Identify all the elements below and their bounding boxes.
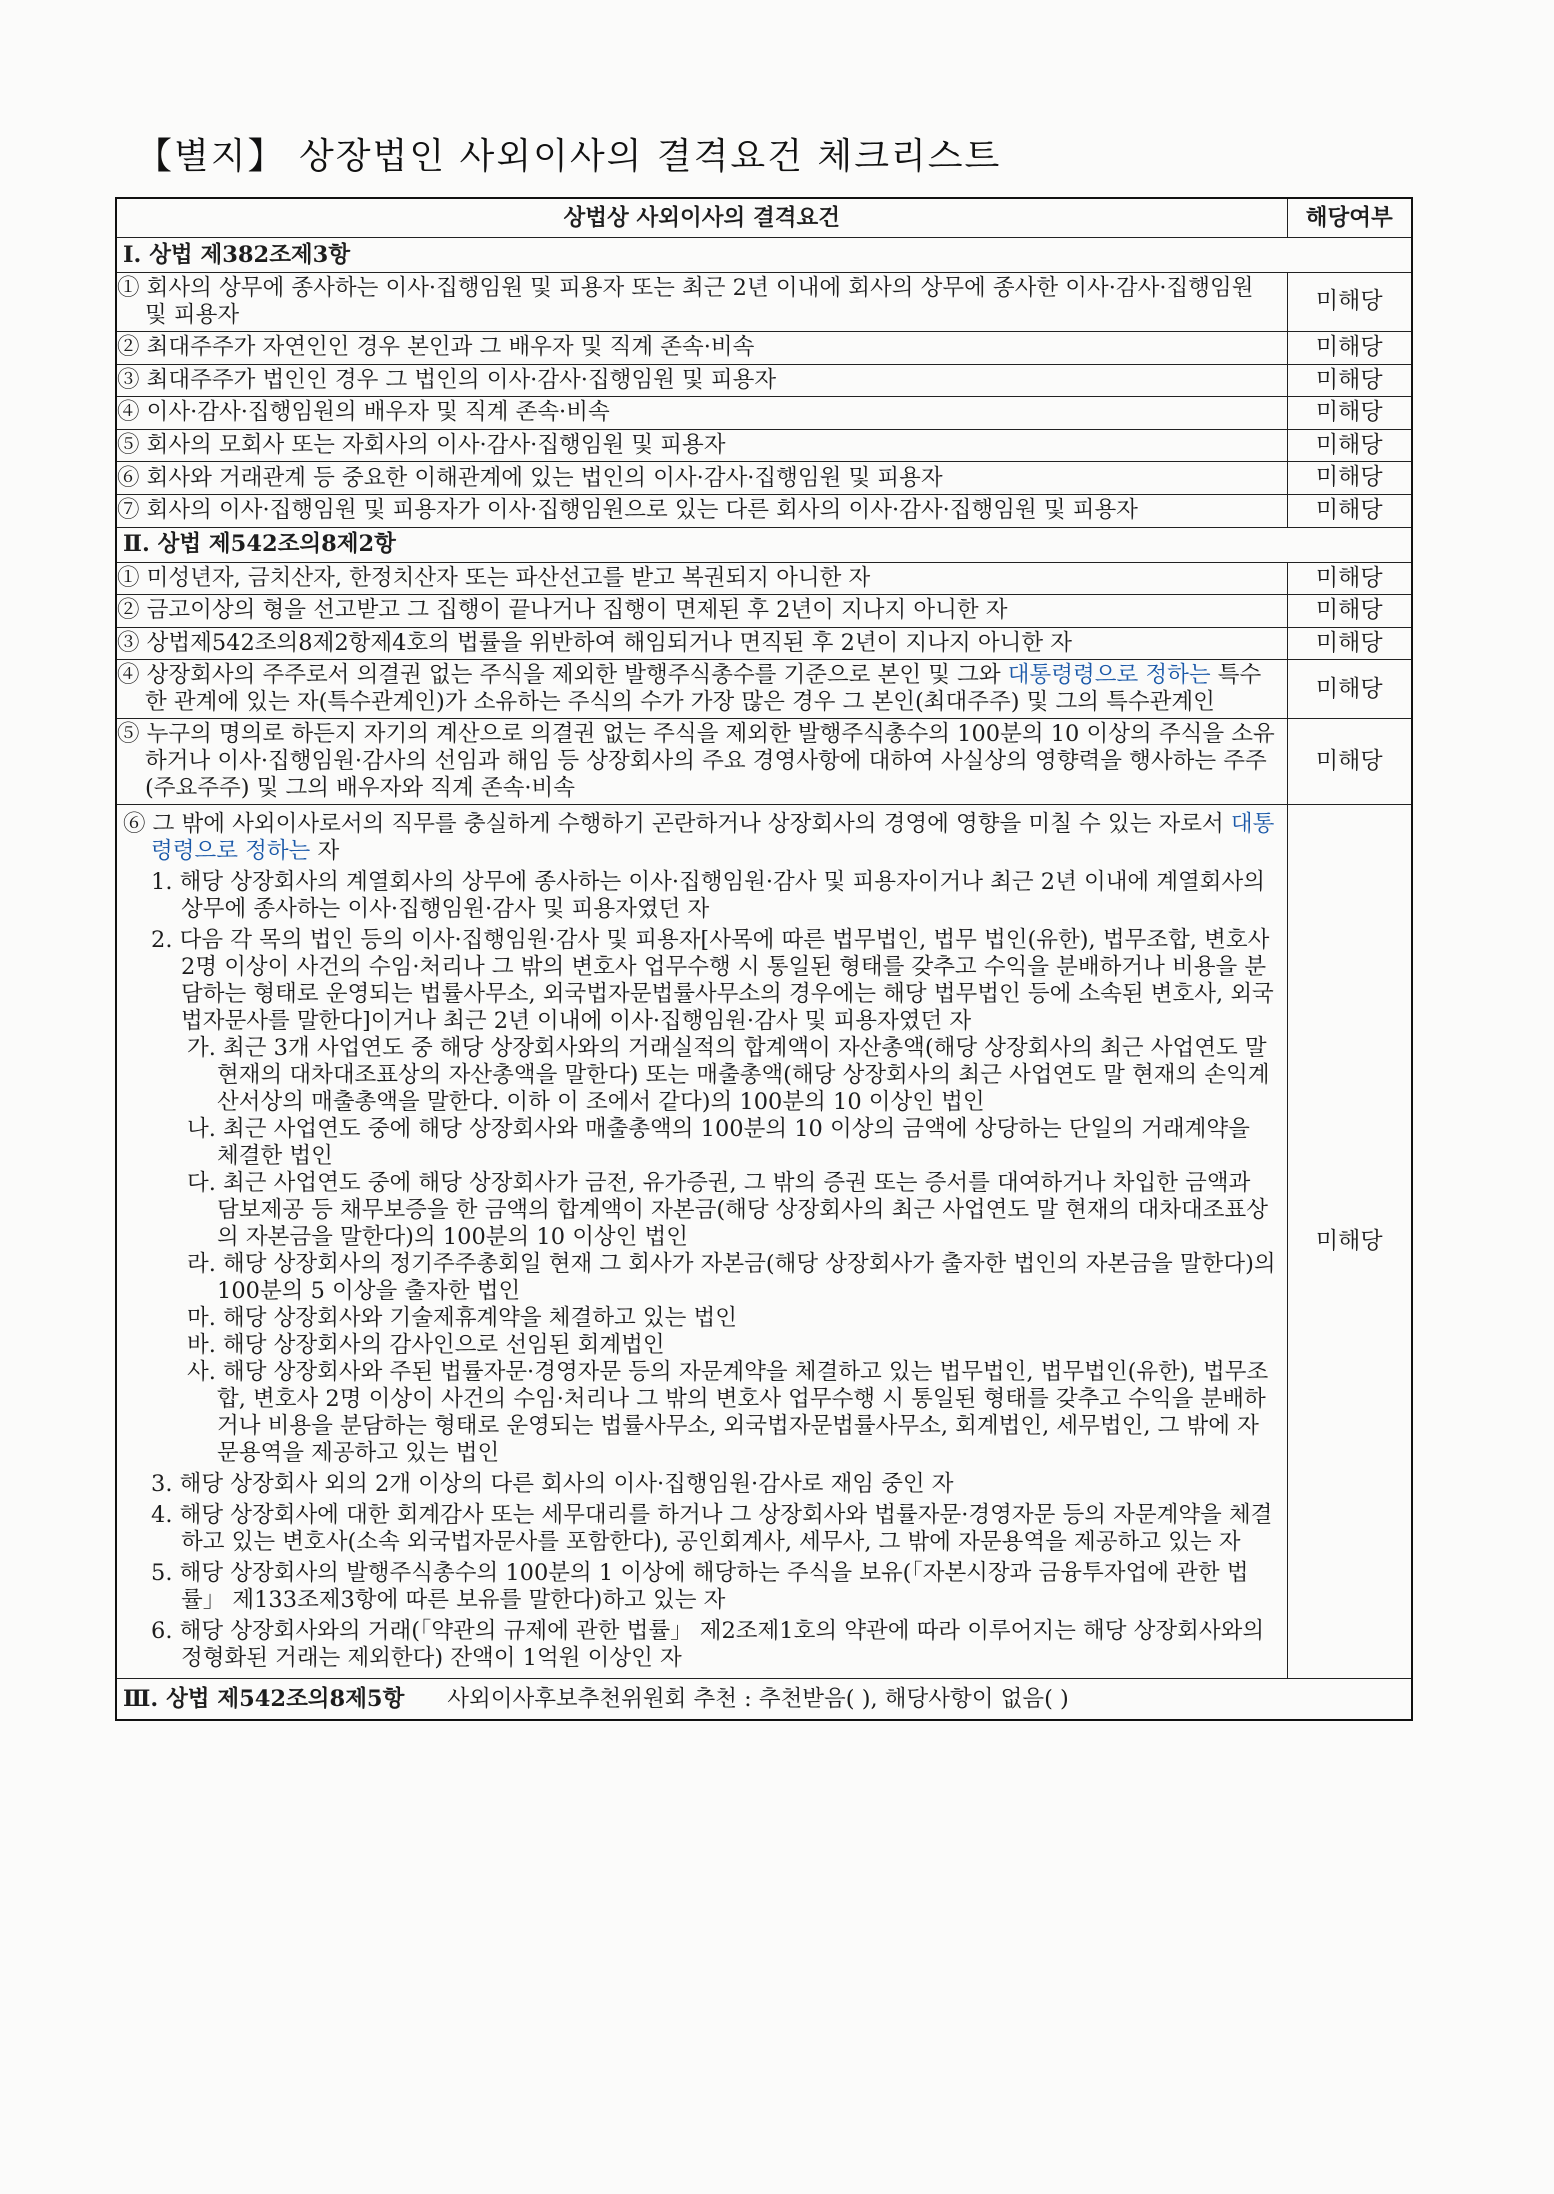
item-text: ⑦ 회사의 이사·집행임원 및 피용자가 이사·집행임원으로 있는 다른 회사의 이사·감사·집행임원 및 피용자 [116, 494, 1287, 527]
sub-item-4: 4. 해당 상장회사에 대한 회계감사 또는 세무대리를 하거나 그 상장회사와 법률자문·경영자문 등의 자문계약을 체결하고 있는 변호사(소속 외국법자문사를 포함한다), 공인회계사, 세무사, 그 밖에 자문용역을 제공하고 있는 자 [151, 1502, 1273, 1556]
item-answer: 미해당 [1287, 660, 1412, 719]
table-row [116, 660, 1412, 719]
item6-head-part: 자 [310, 838, 340, 865]
section2-heading: Ⅱ. 상법 제542조의8제2항 [116, 527, 1412, 562]
item-text: ① 미성년자, 금치산자, 한정치산자 또는 파산선고를 받고 복권되지 아니한 자 [116, 562, 1287, 595]
section-heading-row [116, 238, 1412, 273]
item-answer: 미해당 [1287, 494, 1412, 527]
decree-reference: 대통령령으로 정하는 [1007, 662, 1211, 689]
table-row [116, 595, 1412, 628]
decree-reference: 대통령령으로 정하는 [151, 811, 1275, 865]
table-row [116, 494, 1412, 527]
table-row [116, 397, 1412, 430]
section3-cell [116, 1679, 1412, 1721]
section-heading-row [116, 527, 1412, 562]
item-text: ⑤ 회사의 모회사 또는 자회사의 이사·감사·집행임원 및 피용자 [116, 429, 1287, 462]
item-answer: 미해당 [1287, 429, 1412, 462]
item-text: ③ 상법제542조의8제2항제4호의 법률을 위반하여 해임되거나 면직된 후 2년이 지나지 아니한 자 [116, 627, 1287, 660]
item-answer: 미해당 [1287, 332, 1412, 365]
table-row [116, 627, 1412, 660]
table-row [116, 273, 1412, 332]
section1-heading: Ⅰ. 상법 제382조제3항 [116, 238, 1412, 273]
item-answer: 미해당 [1287, 562, 1412, 595]
table-row [116, 462, 1412, 495]
sub-clause-sa: 사. 해당 상장회사와 주된 법률자문·경영자문 등의 자문계약을 체결하고 있는 법무법인, 법무법인(유한), 법무조합, 변호사 2명 이상이 사건의 수임·처리나 그 밖의 변호사 업무수행 시 통일된 형태를 갖추고 수익을 분배하거나 비용을 분담하는 형태로 운영되는 법률사무소, 외국법자문법률사무소, 회계법인, 세무법인, 그 밖에 자문용역을 제공하고 있는 법인 [187, 1359, 1269, 1467]
checklist-table [115, 197, 1413, 1721]
header-requirements: 상법상 사외이사의 결격요건 [116, 198, 1287, 238]
sub-item-2: 2. 다음 각 목의 법인 등의 이사·집행임원·감사 및 피용자[사목에 따른 법무법인, 법무 법인(유한), 법무조합, 변호사 2명 이상이 사건의 수임·처리나 그 밖의 변호사 업무수행 시 통일된 형태를 갖추고 수익을 분배하거나 비용을 분담하는 형태로 운영되는 법률사무소, 외국법자문법률사무소의 경우에는 해당 법무법인 등에 소속된 변호사, 외국법자문사를 말한다]이거나 최근 2년 이내에 이사·집행임원·감사 및 피용자였던 자 [151, 927, 1274, 1035]
item-answer: 미해당 [1287, 595, 1412, 628]
item-text-part: 특수한 관계에 있는 자(특수관계인)가 소유하는 주식의 수가 가장 많은 경우 그 본인(최대주주) 및 그의 특수관계인 [145, 662, 1262, 716]
item-text: ④ 이사·감사·집행임원의 배우자 및 직계 존속·비속 [116, 397, 1287, 430]
recommendation-status: 사외이사후보추천위원회 추천 : 추천받음( ), 해당사항이 없음( ) [447, 1685, 1069, 1712]
table-row [116, 719, 1412, 805]
item-answer: 미해당 [1287, 719, 1412, 805]
item-answer: 미해당 [1287, 364, 1412, 397]
table-header-row [116, 198, 1412, 238]
item-text-part: ④ 상장회사의 주주로서 의결권 없는 주식을 제외한 발행주식총수를 기준으로 본인 및 그와 [117, 662, 1008, 689]
sub-clause-ma: 마. 해당 상장회사와 기술제휴계약을 체결하고 있는 법인 [187, 1305, 737, 1332]
section3-row [116, 1679, 1412, 1721]
item-text [116, 660, 1287, 719]
item6-heading [123, 811, 1277, 865]
table-row [116, 562, 1412, 595]
sub-clause-ra: 라. 해당 상장회사의 정기주주총회일 현재 그 회사가 자본금(해당 상장회사가 출자한 법인의 자본금을 말한다)의 100분의 5 이상을 출자한 법인 [187, 1251, 1276, 1305]
table-row [116, 364, 1412, 397]
section3-heading: Ⅲ. 상법 제542조의8제5항 [123, 1685, 405, 1712]
item-answer: 미해당 [1287, 462, 1412, 495]
item-text: ② 최대주주가 자연인인 경우 본인과 그 배우자 및 직계 존속·비속 [116, 332, 1287, 365]
page-title: 【별지】 상장법인 사외이사의 결격요건 체크리스트 [136, 136, 1002, 177]
sub-item-6: 6. 해당 상장회사와의 거래(「약관의 규제에 관한 법률」 제2조제1호의 약관에 따라 이루어지는 해당 상장회사와의 정형화된 거래는 제외한다) 잔액이 1억원 이상인 자 [151, 1618, 1265, 1672]
table-row [116, 332, 1412, 365]
sub-clause-ga: 가. 최근 3개 사업연도 중 해당 상장회사와의 거래실적의 합계액이 자산총액(해당 상장회사의 최근 사업연도 말 현재의 대차대조표상의 자산총액을 말한다) 또는 매출총액(해당 상장회사의 최근 사업연도 말 현재의 손익계산서상의 매출총액을 말한다. 이하 이 조에서 같다)의 100분의 10 이상인 법인 [187, 1035, 1270, 1116]
sub-clause-ba: 바. 해당 상장회사의 감사인으로 선임된 회계법인 [187, 1332, 665, 1359]
item-answer: 미해당 [1287, 397, 1412, 430]
sub-clause-na: 나. 최근 사업연도 중에 해당 상장회사와 매출총액의 100분의 10 이상의 금액에 상당하는 단일의 거래계약을 체결한 법인 [187, 1116, 1250, 1170]
sub-item-3: 3. 해당 상장회사 외의 2개 이상의 다른 회사의 이사·집행임원·감사로 재임 중인 자 [151, 1471, 954, 1498]
item-text: ⑤ 누구의 명의로 하든지 자기의 계산으로 의결권 없는 주식을 제외한 발행주식총수의 100분의 10 이상의 주식을 소유하거나 이사·집행임원·감사의 선임과 해임 등 상장회사의 주요 경영사항에 대하여 사실상의 영향력을 행사하는 주주(주요주주) 및 그의 배우자와 직계 존속·비속 [116, 719, 1287, 805]
sub-item-1: 1. 해당 상장회사의 계열회사의 상무에 종사하는 이사·집행임원·감사 및 피용자이거나 최근 2년 이내에 계열회사의 상무에 종사하는 이사·집행임원·감사 및 피용자였던 자 [151, 869, 1265, 923]
item-text: ③ 최대주주가 법인인 경우 그 법인의 이사·감사·집행임원 및 피용자 [116, 364, 1287, 397]
item-answer: 미해당 [1287, 627, 1412, 660]
item6-cell [116, 805, 1287, 1679]
item-text: ① 회사의 상무에 종사하는 이사·집행임원 및 피용자 또는 최근 2년 이내에 회사의 상무에 종사한 이사·감사·집행임원 및 피용자 [116, 273, 1287, 332]
item-text: ② 금고이상의 형을 선고받고 그 집행이 끝나거나 집행이 면제된 후 2년이 지나지 아니한 자 [116, 595, 1287, 628]
table-row [116, 429, 1412, 462]
item-answer: 미해당 [1287, 273, 1412, 332]
item-text: ⑥ 회사와 거래관계 등 중요한 이해관계에 있는 법인의 이사·감사·집행임원 및 피용자 [116, 462, 1287, 495]
item6-head-part: ⑥ 그 밖에 사외이사로서의 직무를 충실하게 수행하기 곤란하거나 상장회사의 경영에 영향을 미칠 수 있는 자로서 [123, 811, 1231, 838]
sub-item-5: 5. 해당 상장회사의 발행주식총수의 100분의 1 이상에 해당하는 주식을 보유(「자본시장과 금융투자업에 관한 법률」 제133조제3항에 따른 보유를 말한다)하고 있는 자 [151, 1560, 1249, 1614]
item-answer: 미해당 [1287, 805, 1412, 1679]
sub-clause-da: 다. 최근 사업연도 중에 해당 상장회사가 금전, 유가증권, 그 밖의 증권 또는 증서를 대여하거나 차입한 금액과 담보제공 등 채무보증을 한 금액의 합계액이 자본금(해당 상장회사의 최근 사업연도 말 현재의 대차대조표상의 자본금을 말한다)의 100분의 10 이상인 법인 [187, 1170, 1268, 1251]
header-applicability: 해당여부 [1287, 198, 1412, 238]
table-row [116, 805, 1412, 1679]
